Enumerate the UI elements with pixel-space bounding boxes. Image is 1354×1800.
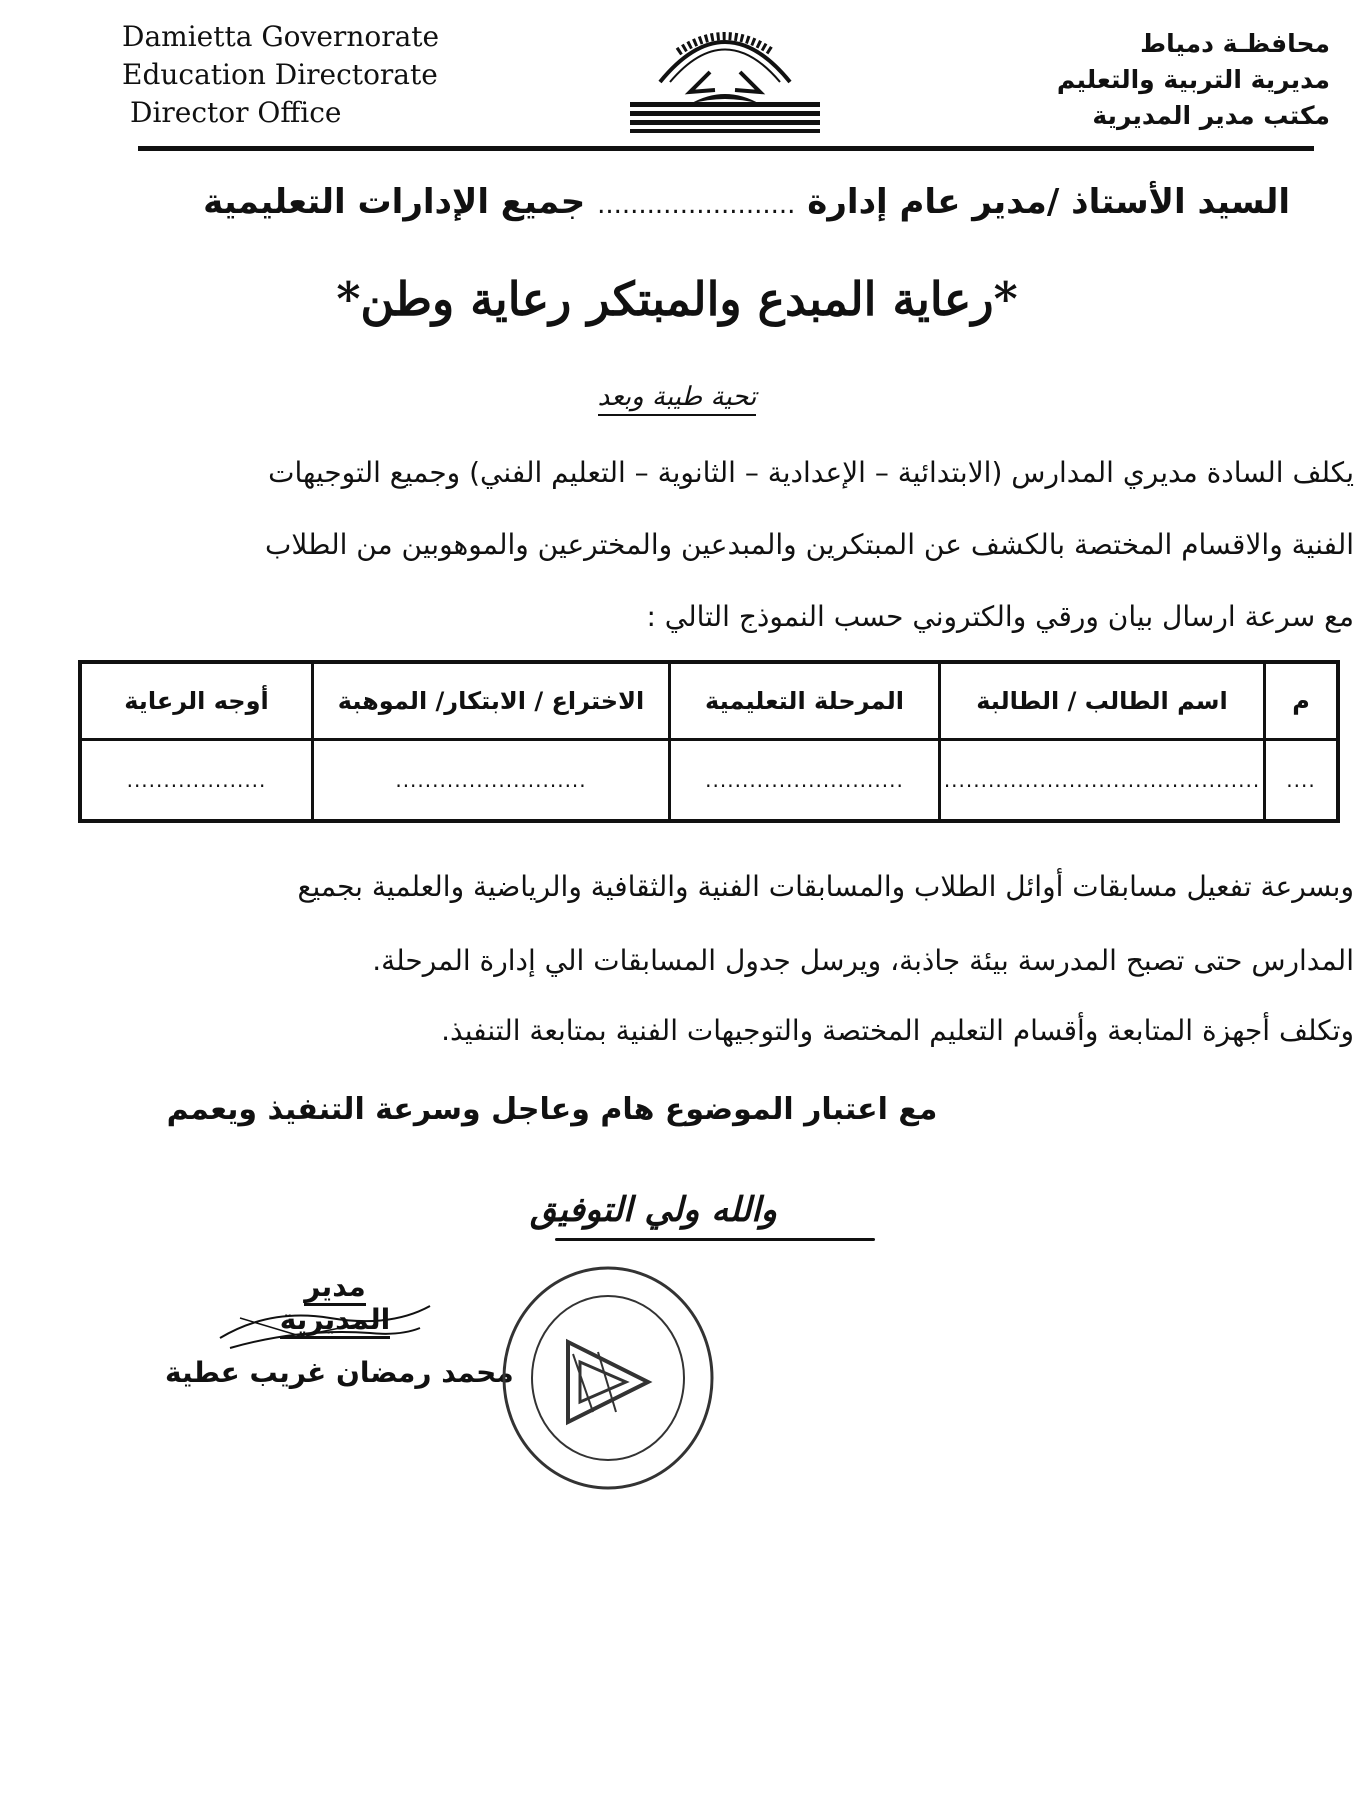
- cell-student-name: ...........................................: [940, 740, 1265, 822]
- governorate-en: Damietta Governorate: [122, 20, 440, 53]
- body-line-1: يكلف السادة مديري المدارس (الابتدائية – الإعدادية – الثانوية – التعليم الفني) وجميع التوجيهات: [268, 456, 1354, 489]
- office-en: Director Office: [130, 96, 342, 129]
- table-header-row: [80, 662, 1338, 740]
- addressee-line: [203, 182, 1290, 222]
- governorate-ar: محافظـة دمياط: [1140, 29, 1330, 58]
- col-care-header: أوجه الرعاية: [80, 662, 313, 740]
- greeting: [0, 382, 1354, 412]
- english-letterhead: [122, 18, 439, 132]
- header-divider: [138, 146, 1314, 151]
- body-line-3: مع سرعة ارسال بيان ورقي والكتروني حسب النموذج التالي :: [646, 600, 1354, 633]
- col-stage-header: المرحلة التعليمية: [670, 662, 940, 740]
- signatory-title-text: مدير المديرية: [280, 1270, 390, 1339]
- col-invention-header: الاختراع / الابتكار/ الموهبة: [313, 662, 670, 740]
- closing-line: مع اعتبار الموضوع هام وعاجل وسرعة التنفيذ ويعمم: [166, 1092, 938, 1127]
- signatory-name: محمد رمضان غريب عطية: [165, 1356, 514, 1389]
- greeting-text: تحية طيبة وبعد: [598, 382, 757, 416]
- directorate-en: Education Directorate: [122, 58, 438, 91]
- follow-line-1: وبسرعة تفعيل مسابقات أوائل الطلاب والمسابقات الفنية والثقافية والرياضية والعلمية بجميع: [297, 870, 1354, 903]
- body-line-2: الفنية والاقسام المختصة بالكشف عن المبتكرين والمبدعين والمخترعين والموهوبين من الطلاب: [265, 528, 1354, 561]
- addressee-prefix: السيد الأستاذ /مدير عام إدارة: [807, 182, 1290, 222]
- blessing-underline: [555, 1238, 875, 1241]
- official-stamp-icon: [498, 1262, 718, 1494]
- cell-index: ....: [1265, 740, 1339, 822]
- table-row: [80, 740, 1338, 822]
- follow-line-2: المدارس حتى تصبح المدرسة بيئة جاذبة، ويرسل جدول المسابقات الي إدارة المرحلة.: [372, 944, 1354, 977]
- cell-invention: ..........................: [313, 740, 670, 822]
- col-student-name-header: اسم الطالب / الطالبة: [940, 662, 1265, 740]
- office-ar: مكتب مدير المديرية: [1092, 101, 1330, 130]
- addressee-suffix: جميع الإدارات التعليمية: [203, 182, 586, 222]
- col-index-header: م: [1265, 662, 1339, 740]
- follow-line-3: وتكلف أجهزة المتابعة وأقسام التعليم المختصة والتوجيهات الفنية بمتابعة التنفيذ.: [441, 1014, 1354, 1047]
- document-title: *رعاية المبدع والمبتكر رعاية وطن*: [336, 272, 1018, 326]
- students-form-table: [78, 660, 1340, 823]
- directorate-ar: مديرية التربية والتعليم: [1056, 65, 1330, 94]
- addressee-dots: ........................: [597, 190, 796, 220]
- arabic-letterhead: [1057, 26, 1330, 134]
- cell-stage: ...........................: [670, 740, 940, 822]
- blessing-text: والله ولي التوفيق: [530, 1190, 777, 1230]
- cell-care: ...................: [80, 740, 313, 822]
- directorate-logo-icon: [620, 12, 830, 138]
